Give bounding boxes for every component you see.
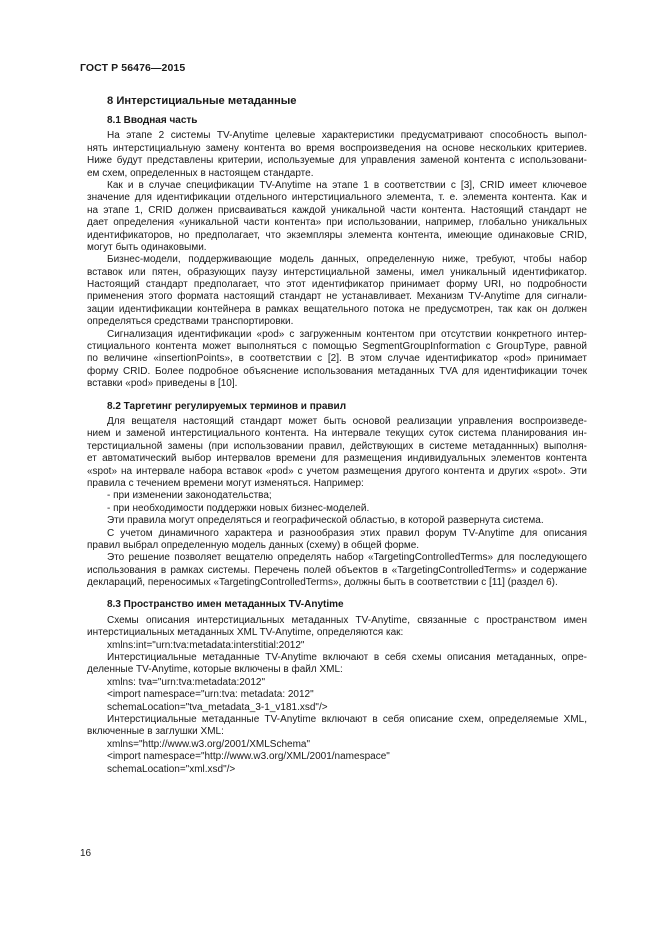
text-line: Для вещателя настоящий стандарт может быть основой реализации управления воспроизведе- [107,416,587,428]
text-line: Настоящий стандарт предполагает, что этот идентификатор принимает форму URI, но подробности [87,279,587,291]
list-item: - при изменении законодательства; [107,490,272,502]
document-body [87,94,587,776]
text-line: стициального контента может выполняться с помощью SegmentGroupInformation с GroupType, равной [87,341,587,353]
standard-header: ГОСТ Р 56476—2015 [80,62,186,74]
text-line: интерстициальных метаданных XML TV-Anytime, определяются как: [87,627,404,639]
text-line: «spot» на интервале набора вставок «pod» с учетом размещения другого контента и других «spot». Эти [87,465,587,477]
section-8-1-title: 8.1 Вводная часть [107,115,198,126]
section-8-title: 8 Интерстициальные метаданные [107,95,297,107]
text-line: правила с течением времени могут изменяться. Например: [87,477,364,489]
text-line: использования в рамках системы. Перечень полей объектов в «TargetingControlledTerms» и содержание [87,564,587,576]
text-line: по величине «insertionPoints», в соответствии с [2]. В этом случае идентификатор «pod» принимает [87,353,587,365]
text-line: терстициальной замены (при использовании правил, действующих в системе метаданнных) выполня- [87,440,587,452]
text-line: Эти правила могут определяться и географической областью, в которой развернута система. [107,515,544,527]
section-8-1-body [87,130,587,390]
text-line: идентификаторов, но предполагает, что экземпляры элемента контента, имеющие одинаковые CRID, [87,229,587,241]
list-item: - при необходимости поддержки новых бизнес-моделей. [107,502,370,514]
text-line: ем схем, определенных в настоящем стандарте. [87,167,314,179]
text-line: применения этого формата настоящий стандарт не устанавливает. Механизм TV-Anytime для сигнали- [87,291,587,303]
text-line: Как и в случае спецификации TV-Anytime на этапе 1 в соответствии с [3], CRID имеет ключевое [107,179,587,191]
section-8-2-body [87,416,587,589]
code-line: <import namespace="urn:tva: metadata: 2012" [107,689,314,701]
section-8-3-body [87,615,587,776]
code-line: schemaLocation="xml.xsd"/> [107,763,236,775]
code-line: <import namespace="http://www.w3.org/XML/2001/namespace" [107,751,390,763]
text-line: Интерстициальные метаданные TV-Anytime включают в себя схемы описания метаданных, опре- [107,652,587,664]
text-line: С учетом динамичного характера и разнообразия этих правил форум TV-Anytime для описания [107,527,587,539]
text-line: включенные в заглушки XML: [87,726,224,738]
text-line: Ниже будут представлены критерии, используемые для управления заменой контента с использовани- [87,155,587,167]
section-8-2-title: 8.2 Таргетинг регулируемых терминов и правил [107,400,347,412]
text-line: Схемы описания интерстициальных метаданных TV-Anytime, связанные с пространством имен [107,614,587,626]
section-8-3-title: 8.3 Пространство имен метаданных TV-Anytime [107,599,344,611]
text-line: правил выбрал определенную модель данных (схему) в общей форме. [87,539,420,551]
code-line: xmlns:int="urn:tva:metadata:interstitial:2012" [107,639,305,651]
text-line: могут быть одинаковыми. [87,241,207,253]
code-line: schemaLocation="tva_metadata_3-1_v181.xsd"/> [107,701,328,713]
code-line: xmlns: tva="urn:tva:metadata:2012" [107,676,266,688]
text-line: Это решение позволяет вещателю определять набор «TargetingControlledTerms» для последующего [107,552,587,564]
text-line: На этапе 2 системы TV-Anytime целевые характеристики предусматривают способность выпол- [107,130,587,142]
text-line: определяться средствами транспортировки. [87,316,294,328]
text-line: вставок или пятен, образующих паузу интерстициальной замены, имел уникальный идентификатор. [87,266,587,278]
text-line: форму CRID. Более подробное объяснение использования метаданных TVA для идентификации точек [87,365,587,377]
text-line: ет автоматический выбор интервалов времени для размещения индивидуальных элементов контента [87,453,587,465]
text-line: нять интерстициальную замену контента во время воспроизведения на основе нескольких критериев. [87,142,587,154]
text-line: деклараций, переносимых «TargetingControlledTerms», должны быть в соответствии с [11] (раздел 6). [87,577,558,589]
text-line: Интерстициальные метаданные TV-Anytime включают в себя описание схем, определяемые XML, [107,714,587,726]
text-line: Сигнализация идентификации «pod» с загруженным контентом при отсутствии конкретного интер- [107,328,587,340]
text-line: значение для идентификации отдельного интерстициального элемента, т. е. элемента контента. Как и [87,192,587,204]
code-line: xmlns="http://www.w3.org/2001/XMLSchema" [107,738,311,750]
text-line: нием и заменой интерстициального контента. На интервале текущих суток система планирования ин- [87,428,587,440]
text-line: дает определения «уникальной части контента» при использовании, например, глобально уникальных [87,217,587,229]
text-line: деленные TV-Anytime, которые включены в файл XML: [87,664,343,676]
page-number: 16 [80,848,92,859]
text-line: Бизнес-модели, поддерживающие модель данных, определенную ниже, требуют, чтобы набор [107,254,587,266]
text-line: вставки «pod» приведены в [10]. [87,378,238,390]
text-line: зации идентификации контейнера в рамках вещательного потока не предусмотрен, так как он должен [87,303,587,315]
text-line: на этапе 1, CRID должен присваиваться каждой уникальной части контента. Настоящий стандарт не [87,204,587,216]
